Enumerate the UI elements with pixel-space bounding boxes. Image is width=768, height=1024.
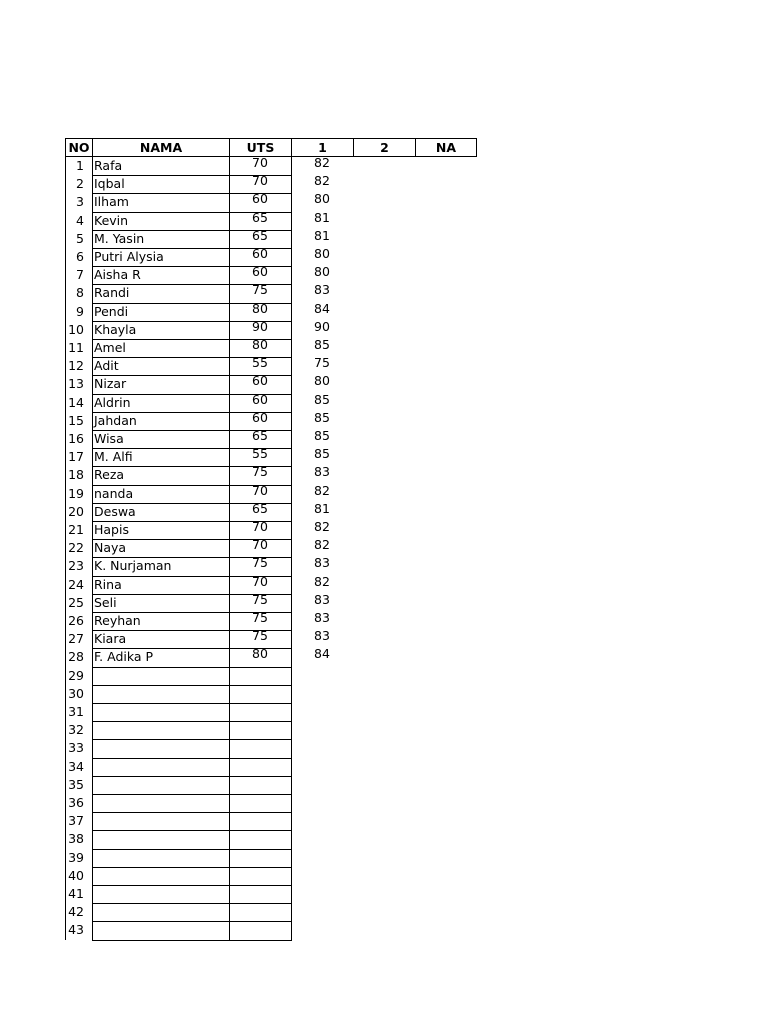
name-cell[interactable]: [92, 849, 229, 867]
name-cell[interactable]: M. Alfi: [94, 449, 133, 465]
score-1-cell[interactable]: [291, 791, 353, 809]
score-1-cell[interactable]: 85: [314, 391, 330, 407]
name-cell[interactable]: Deswa: [94, 503, 136, 519]
uts-cell[interactable]: 75: [252, 591, 268, 607]
row-number[interactable]: 19: [68, 485, 84, 501]
name-cell[interactable]: [92, 721, 229, 739]
score-1-cell[interactable]: 84: [314, 646, 330, 662]
score-1-cell[interactable]: 85: [314, 446, 330, 462]
uts-cell[interactable]: 80: [252, 300, 268, 316]
name-cell[interactable]: [92, 703, 229, 721]
row-number[interactable]: 37: [68, 813, 84, 829]
uts-cell[interactable]: 70: [252, 573, 268, 589]
uts-cell[interactable]: [229, 718, 291, 736]
table-bottom-line: [92, 940, 292, 941]
score-1-cell[interactable]: [291, 700, 353, 718]
score-1-cell[interactable]: [291, 664, 353, 682]
row-number[interactable]: 13: [68, 376, 84, 392]
row-number[interactable]: 26: [68, 613, 84, 628]
score-1-cell[interactable]: 82: [314, 519, 330, 534]
row-number[interactable]: 28: [68, 649, 84, 665]
name-cell[interactable]: Reza: [94, 467, 125, 483]
score-1-cell[interactable]: [291, 846, 353, 864]
uts-cell[interactable]: 65: [252, 428, 268, 443]
uts-cell[interactable]: [229, 773, 291, 791]
name-cell[interactable]: Seli: [94, 594, 117, 610]
row-number[interactable]: 23: [68, 558, 84, 574]
column-gridline: [92, 157, 93, 940]
score-1-cell[interactable]: 82: [314, 482, 330, 498]
score-1-cell[interactable]: 85: [314, 409, 330, 425]
name-cell[interactable]: Adit: [94, 358, 119, 374]
row-number[interactable]: 36: [68, 795, 84, 810]
score-1-cell[interactable]: 81: [314, 500, 330, 516]
score-1-cell[interactable]: 82: [314, 173, 330, 189]
score-1-cell[interactable]: 90: [314, 318, 330, 334]
score-1-cell[interactable]: 82: [314, 155, 330, 170]
name-cell[interactable]: Jahdan: [94, 412, 137, 428]
name-cell[interactable]: Amel: [94, 340, 126, 355]
score-1-cell[interactable]: 83: [314, 628, 330, 644]
header-na[interactable]: NA: [415, 138, 477, 157]
header-uts[interactable]: UTS: [229, 138, 291, 157]
uts-cell[interactable]: 60: [252, 391, 268, 407]
name-cell[interactable]: Rafa: [94, 158, 123, 173]
name-cell[interactable]: Aisha R: [94, 267, 141, 283]
name-cell[interactable]: Reyhan: [94, 613, 141, 628]
name-cell[interactable]: Rina: [94, 576, 122, 592]
uts-cell[interactable]: 65: [252, 209, 268, 225]
row-number[interactable]: 39: [68, 849, 84, 865]
score-1-cell[interactable]: 83: [314, 591, 330, 607]
uts-cell[interactable]: 60: [252, 191, 268, 207]
row-number[interactable]: 25: [68, 594, 84, 610]
header-no[interactable]: NO: [65, 138, 92, 157]
name-cell[interactable]: [92, 667, 229, 685]
uts-cell[interactable]: 55: [252, 446, 268, 462]
uts-cell[interactable]: 60: [252, 246, 268, 261]
score-1-cell[interactable]: 83: [314, 282, 330, 298]
row-number[interactable]: 17: [68, 449, 84, 465]
name-cell[interactable]: [92, 685, 229, 703]
uts-cell[interactable]: [229, 700, 291, 718]
uts-cell[interactable]: [229, 682, 291, 700]
row-number[interactable]: 43: [68, 922, 84, 938]
name-cell[interactable]: Hapis: [94, 522, 129, 537]
name-cell[interactable]: [92, 830, 229, 848]
score-1-cell[interactable]: [291, 755, 353, 773]
row-number[interactable]: 11: [68, 340, 84, 355]
header-2[interactable]: 2: [353, 138, 415, 157]
name-cell[interactable]: Wisa: [94, 431, 124, 446]
name-cell[interactable]: [92, 921, 229, 939]
uts-cell[interactable]: 60: [252, 409, 268, 425]
score-1-cell[interactable]: [291, 736, 353, 754]
row-number[interactable]: 21: [68, 522, 84, 537]
name-cell[interactable]: [92, 812, 229, 830]
row-number[interactable]: 1: [76, 158, 84, 173]
uts-cell[interactable]: [229, 900, 291, 918]
uts-cell[interactable]: 75: [252, 610, 268, 625]
uts-cell[interactable]: 90: [252, 318, 268, 334]
score-1-cell[interactable]: [291, 682, 353, 700]
row-number[interactable]: 8: [76, 285, 84, 301]
name-cell[interactable]: Pendi: [94, 303, 129, 319]
row-number[interactable]: 29: [68, 667, 84, 683]
uts-cell[interactable]: 70: [252, 537, 268, 553]
name-cell[interactable]: [92, 867, 229, 885]
column-gridline: [229, 157, 230, 940]
uts-cell[interactable]: 75: [252, 628, 268, 644]
score-1-cell[interactable]: 85: [314, 428, 330, 443]
uts-cell[interactable]: 75: [252, 555, 268, 571]
uts-cell[interactable]: 70: [252, 482, 268, 498]
row-number[interactable]: 3: [76, 194, 84, 210]
column-gridline: [65, 157, 66, 940]
uts-cell[interactable]: 70: [252, 155, 268, 170]
name-cell[interactable]: Putri Alysia: [94, 249, 164, 264]
name-cell[interactable]: [92, 794, 229, 812]
name-cell[interactable]: [92, 739, 229, 757]
uts-cell[interactable]: 65: [252, 500, 268, 516]
uts-cell[interactable]: [229, 736, 291, 754]
name-cell[interactable]: Aldrin: [94, 394, 131, 410]
row-number[interactable]: 31: [68, 704, 84, 719]
score-1-cell[interactable]: 84: [314, 300, 330, 316]
row-number[interactable]: 35: [68, 776, 84, 792]
uts-cell[interactable]: [229, 846, 291, 864]
name-cell[interactable]: [92, 903, 229, 921]
name-cell[interactable]: K. Nurjaman: [94, 558, 172, 574]
score-1-cell[interactable]: 83: [314, 555, 330, 571]
row-number[interactable]: 33: [68, 740, 84, 756]
uts-cell[interactable]: 60: [252, 373, 268, 389]
uts-cell[interactable]: 80: [252, 646, 268, 662]
row-number[interactable]: 27: [68, 631, 84, 647]
row-number[interactable]: 40: [68, 867, 84, 883]
column-gridline: [291, 157, 292, 940]
row-number[interactable]: 20: [68, 503, 84, 519]
score-1-cell[interactable]: 83: [314, 610, 330, 625]
score-1-cell[interactable]: [291, 918, 353, 936]
uts-cell[interactable]: [229, 827, 291, 845]
name-cell[interactable]: F. Adika P: [94, 649, 154, 665]
score-1-cell[interactable]: 80: [314, 246, 330, 261]
uts-cell[interactable]: 70: [252, 173, 268, 189]
uts-cell[interactable]: [229, 755, 291, 773]
uts-cell[interactable]: 75: [252, 464, 268, 480]
row-number[interactable]: 10: [68, 321, 84, 337]
uts-cell[interactable]: [229, 791, 291, 809]
uts-cell[interactable]: [229, 809, 291, 827]
name-cell[interactable]: Ilham: [94, 194, 129, 210]
header-nama[interactable]: NAMA: [92, 138, 229, 157]
score-1-cell[interactable]: 80: [314, 264, 330, 280]
score-1-cell[interactable]: [291, 900, 353, 918]
row-number[interactable]: 24: [68, 576, 84, 592]
row-number[interactable]: 5: [76, 230, 84, 246]
name-cell[interactable]: Naya: [94, 540, 127, 556]
score-1-cell[interactable]: [291, 809, 353, 827]
score-1-cell[interactable]: [291, 882, 353, 900]
row-number[interactable]: 42: [68, 904, 84, 920]
score-1-cell[interactable]: [291, 718, 353, 736]
score-1-cell[interactable]: 80: [314, 373, 330, 389]
uts-cell[interactable]: 65: [252, 227, 268, 243]
row-number[interactable]: 41: [68, 886, 84, 901]
name-cell[interactable]: Iqbal: [94, 176, 125, 192]
row-number[interactable]: 9: [76, 303, 84, 319]
name-cell[interactable]: [92, 776, 229, 794]
score-1-cell[interactable]: [291, 773, 353, 791]
score-1-cell[interactable]: 80: [314, 191, 330, 207]
row-number[interactable]: 6: [76, 249, 84, 264]
name-cell[interactable]: [92, 758, 229, 776]
row-number[interactable]: 34: [68, 758, 84, 774]
name-cell[interactable]: Randi: [94, 285, 130, 301]
row-number[interactable]: 2: [76, 176, 84, 192]
uts-cell[interactable]: 75: [252, 282, 268, 298]
row-number[interactable]: 16: [68, 431, 84, 446]
uts-cell[interactable]: 55: [252, 355, 268, 371]
uts-cell[interactable]: [229, 664, 291, 682]
name-cell[interactable]: [92, 885, 229, 903]
header-1[interactable]: 1: [291, 138, 353, 157]
row-number[interactable]: 38: [68, 831, 84, 847]
uts-cell[interactable]: 70: [252, 519, 268, 534]
score-1-cell[interactable]: [291, 864, 353, 882]
row-number[interactable]: 7: [76, 267, 84, 283]
row-number[interactable]: 22: [68, 540, 84, 556]
uts-cell[interactable]: [229, 918, 291, 936]
name-cell[interactable]: Kevin: [94, 212, 129, 228]
row-number[interactable]: 18: [68, 467, 84, 483]
name-cell[interactable]: Nizar: [94, 376, 127, 392]
score-1-cell[interactable]: 75: [314, 355, 330, 371]
score-1-cell[interactable]: 82: [314, 537, 330, 553]
uts-cell[interactable]: [229, 882, 291, 900]
score-1-cell[interactable]: 85: [314, 337, 330, 352]
uts-cell[interactable]: 60: [252, 264, 268, 280]
name-cell[interactable]: Khayla: [94, 321, 137, 337]
row-number[interactable]: 32: [68, 722, 84, 738]
score-1-cell[interactable]: 82: [314, 573, 330, 589]
row-number[interactable]: 14: [68, 394, 84, 410]
name-cell[interactable]: nanda: [94, 485, 134, 501]
row-number[interactable]: 30: [68, 685, 84, 701]
score-1-cell[interactable]: [291, 827, 353, 845]
row-number[interactable]: 15: [68, 412, 84, 428]
score-1-cell[interactable]: 83: [314, 464, 330, 480]
uts-cell[interactable]: [229, 864, 291, 882]
score-1-cell[interactable]: 81: [314, 209, 330, 225]
row-number[interactable]: 12: [68, 358, 84, 374]
uts-cell[interactable]: 80: [252, 337, 268, 352]
row-number[interactable]: 4: [76, 212, 84, 228]
name-cell[interactable]: M. Yasin: [94, 230, 145, 246]
score-1-cell[interactable]: 81: [314, 227, 330, 243]
name-cell[interactable]: Kiara: [94, 631, 127, 647]
